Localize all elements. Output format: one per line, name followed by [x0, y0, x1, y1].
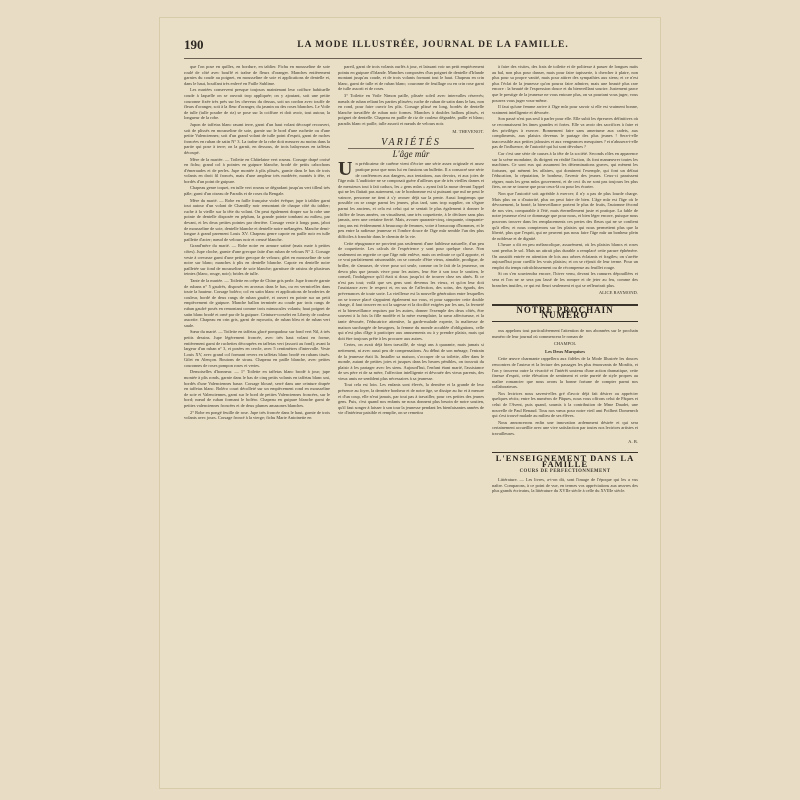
- paragraph: Car c'est une série de causes à la tête de la société. Seconds rôles en apparence sur la scène mondaine, ils dirigent en réalité l'action, ils font manœuvrer toutes les machines. Ce sont eux qui assument les déterminations graves, qui mènent les fortunes, qui mènent les affaires, qui dominent l'exemple, qui font un défaut l'éducation, la réputation, le bonheur, l'avenir des jeunes. Ceux-ci paraissent régner, mais les gens mûrs gouvernent, et de ceci ils ne sont pas toujours les plus fiers, on ne se tourne que pour ceux-là ou pour les écarter.: [492, 150, 638, 190]
- column-2: [338, 64, 484, 774]
- section-subheading: COURS DE PERFECTIONNEMENT: [519, 469, 611, 475]
- paragraph: Jupon de taffetas blanc rasant terre, garni d'un haut volant découpé recouvert, soit de plissés en mousseline de soie, garnie sur le bord d'une ruchette ou d'une petite Valenciennes; soit d'un grand volant de tulle point d'esprit, garni de ruches froncées en ruban de satin N° 3. La traîne de la robe doit mesurer au moins dans la partie qui pose à terre; on la garnit, en dessous, de trois balayeuses en taffetas découpé.: [184, 121, 330, 155]
- newspaper-page: [160, 18, 660, 788]
- paragraph: Littérature. — Les livres, a-t-on dit, sont l'image de l'époque qui les a vus naître. Comparons, à ce point de vue, en termes vos appréciations aux œuvres des plus grands écrivains, la littérature du XVIIe siècle à celle du XVIIIe siècle.: [492, 477, 638, 494]
- paragraph: Cette œuvre charmante rappellera aux fidèles de la Mode Illustrée les douces rencontres de l'auteur et la lecture des passages les plus émouvants de Monfits, et l'on y trouvera outre la vivacité et l'intérêt soutenu d'une action dramatique, cette finesse d'esprit, cette élévation de sentiment et cette pureté de style propres au maître romancier que nous avons la bonne fortune de compter parmi nos collaborateurs.: [492, 356, 638, 390]
- paragraph: Sœur du marié. — Toilette en taffetas glacé pompadour sur fond vert Nil, à très petits dessins. Jupe légèrement froncée, avec très haut volant en forme, entièrement garni de ruchettes découpées en taffetas vert (assorti au fond); avant la largeur d'un ruban n° 3, et posées en cercle, avec 5 centimètres d'intervalle. Veste Louis XV, avec grand col formant revers en taffetas blanc brodé en rubans tissés. Gilet en Alençon. Boutons de strass. Chapeau en paille blanche, avec petites couronnes de roses pompon roses et vertes.: [184, 329, 330, 368]
- paragraph: Mère de la mariée. — Toilette en Châtelaine vert roseau. Corsage drapé croisé en fichu; grand col à pointes en guipure blanche, brodé de petits cabochons d'émeraudes et de perles. Jupe montée à plis plissés, garnie dans le bas de trois volants en droit fil froncés, mais d'une ampleur très modérée, montés à tête, et bordés d'un point de guipure.: [184, 156, 330, 184]
- paragraph: Tante de la mariée. — Toilette en crêpe de Chine gris perle. Jupe froncée garnie de rubans n° 5 gaufrés, disposés en arceaux dans le bas, ou en vermicelles dans toute la hauteur. Corsage boléro; col en satin blanc et applications de broderies de couleur, bordé de deux rangs de ruban gaufré, et ouvert en pointe sur un petit empiècement de guipure. Manche ballon terminée au coude par trois rangs de ruban gaufré posés en remontant comme trois minuscules volants; haut poignet de satin blanc brodé et orné par de la guipure. Ceinture-corselet en Liberty de couleur assortie. Chapeau en crin gris, garni de myosotis, de ruban bleu et de ruban vert saule.: [184, 277, 330, 328]
- paragraph: Mère du marié. — Robe en faille française violet évêque; jupe à tablier garni tout autour d'un volant de Chantilly noir remontant de chaque côté du tablier; ruche à la vieille sur la tête du volant. On peut également draper sur la robe une pointe de dentelle disposée en péplum, la grande pointe tombant au milieu, par devant, et les deux petites pointes par derrière. Corsage veste à longs pans, jabot de mousseline de soie, dentelle blanche et dentelle noire mélangées. Manche demi-longue à grand parement Louis XV. Chapeau genre capote en paille noir en tulle paillette d'acier; nœud de velours noir et creusé blanche.: [184, 197, 330, 242]
- paragraph: ous appelons tout particulièrement l'attention de nos abonnées sur le prochain numéro de leur journal où commencera le roman de: [492, 327, 638, 339]
- section-heading: NOTRE PROCHAIN NUMÉRO: [492, 304, 638, 322]
- section-heading: L'ENSEIGNEMENT DANS LA FAMILLE: [492, 452, 638, 467]
- page-number: 190: [184, 37, 204, 52]
- paragraph: Son passé n'est pas seul à parler pour elle. Elle subit les épreuves définitives où se reconnaissent les âmes grandes et fortes. Elle va avoir des sacrifices à faire et des privilèges à exercer. Bonnement faire sans amertume aux cadets, aux compliments, aux plaisirs devenus le partage des plus jeunes ! Sera-t-elle inaccessible aux petites jalousies et aux vengeances mesquines ? et n'abusera-t-elle pas de l'influence, de l'autorité qui lui sont dévolues ?: [492, 116, 638, 150]
- column-1: [184, 64, 330, 774]
- paragraph: Un prédicateur de carême vient d'écrire une série assez originale et assez pratique pour que nous lui en fassions un bulletin. Il a consacré une série de conférences aux dangers, aux tentations, aux devoirs, et aux joies de l'âge mûr. L'auditoire ne se composait guère d'ailleurs que de très vieilles dames et de messieurs tout à fait caducs, les « gens mûrs » ayant fait la moue devant l'appel qui ne les flattait pas autrement, car le bonhomme est si puissant que nul ne peut le vaincre, personne ne tient à s'y avouer déjà sur la pente. Aussi longtemps que possible on se range parmi les jeunes, plus tard, sans trop supplier, on s'égare parmi les anciens, et cela est celui qui se sentait le plus également à donner le chiffre de leurs années, on visualisent, une très coquetterie, à le déclarer sans plus jamais, avec une certaine fierté. Mais, avouer quarante-cinq, cinquante, cinquante-cinq ans est évidemment à beaucoup de femmes, voire à beaucoup d'hommes, et le peu entre la radieuse jeunesse et l'ombre douce de l'âge mûr semble l'un des plus difficiles à franchir dans le chemin de la vie.: [338, 158, 484, 240]
- paragraph: 2° Robe en pongé feuille de rose. Jupe très froncée dans le haut, garnie de trois volants avec jours. Corsage froncé à la vierge; fichu Marie Antoinette en: [184, 409, 330, 421]
- signature: ALICE RAYMOND.: [598, 290, 638, 296]
- paragraph: Tout cela est loin. Les enfants sont élevés, la dernière et la grande de leur présence au foyer, la dernière bonheur et de notre âge, se dissipe au fur et à mesure et d'un coup, elle n'eut jamais, par tout pas à travailler, pour ces petites des jeunes gens. Puis, c'est quand nos enfants ne nous donnent plus besoin de notre soutien, qu'il faut songer à laisser à son tour la jeunesse pendant les bienfaisantes années de vie d'intérieur paisible et remplie, on se remettra: [338, 382, 484, 416]
- paragraph: L'heure a dit en peu mélancolique, assurément, où les plaisirs blancs et roses sont perdus le sol. Mais un attrait plus durable a remplacé cette parure éphémère. On aussitôt entrée en attention de lois aux arbres éclatants et fragiles; on s'arrête aujourd'hui pour cueillir les vrais plaisirs; et on se réjouit de leur terme. Pour un emploi du temps rafraîchissement ou de récompense au feuillet rouge.: [492, 242, 638, 270]
- paragraph: 3° Toilette en Voile Nimon paille, plissée soleil avec intervalles réservés; nœuds de ruban reliant les parties plissées; ruche de ruban de satin dans le bas, non en rond, pour faire ouvrir les plis. Corsage plissé en long, bordés de dentelle blanche travaillée de ruban noir formes. Manches à doubles ballons plissés, et poignet de dentelle. Chapeau en paille de riz de couleur dégradée, paille et blanc; paradis blanc et paille, tulle assorti et nœuds de velours noir.: [338, 92, 484, 126]
- paragraph: que l'on pose en quilles, en bordure, en tablier. Fichu en mousseline de soie roulé de côté avec bouffé et traîne de fleurs d'oranger. Manches entièrement garnies du coude au poignet, en mousseline de soie et applications de dentelle et, dans le haut, bouffant très enlevé en Faille Sublime.: [184, 64, 330, 86]
- article-title: L'âge mûr: [392, 148, 430, 159]
- paragraph: Demoiselles d'honneur. — 1° Toilette en taffetas blanc brodé à jour; jupe montée à plis ronds, garnie dans le bas de cinq petits volants en taffetas blanc uni, bordés d'une Valenciennes basse. Corsage blousé, serré dans une ceinture drapée en taffetas blanc. Boléro court décolleté sur un empiècement rond en mousseline de soie et Valenciennes, garni sur le bord de petites Valenciennes froncées, sur le bord; nœud de ruban formant le boléro. Chapeau en guipure blanche garni de petites valenciennes froncées et de deux plumes amazones blanches.: [184, 369, 330, 409]
- paragraph: pareil, garni de trois volants ourlés à jour, et laissant voir un petit empiècement pointu en guipure d'Irlande. Manches composées d'un poignet de dentelle d'Irlande montant jusqu'au coude, et de trois volants formant tout le haut. Chapeau en crin blanc, garni de tulle et de ruban blanc; couronne de feuillage ou en crin rose garni de tulle assorti et de roses.: [338, 64, 484, 92]
- page-header: [184, 32, 642, 58]
- novel-title: Les Deux Marquises: [545, 348, 585, 354]
- author-name: CHAMPOL: [553, 341, 577, 347]
- signature: M. THEVENOT.: [452, 128, 484, 134]
- signature: A. B.: [628, 438, 638, 444]
- paragraph: Nos lectrices nous savent-elles gré d'avoir déjà fait désirer ou apprécier quelques récits; entre les numéros de Pâques, nous vous offrons celui de Pâques et celui de l'Avent, puis quand, soumis à la contribution de Mme Daudet, une nouvelle de Paul Renaud. Tous nos vœux pour notre vieil ami Poilbert Domenech qui s'est trouvé malade au milieu de ses élèves.: [492, 390, 638, 419]
- paragraph: Non que l'autorité soit agréable à exercer; il n'y a pas de plus lourde charge. Mais plus on a d'autorité, plus on peut faire de bien. L'âge mûr est l'âge où le dévouement, la bonté, la bienveillance portent le plus de fruits, l'automne fécond de nos vies, comparable à l'été, mais éternellement juste et pratique. La fable de notre jeunesse n'est ce dommage que pour nous, et bien léger encore, puisque nous pouvons trouver dans les remplacements ces pertes des fleurs qui ne se confient qu'à elles; et nous compterons sur les plaisirs qui nous permettent plus que la liberté, plus que l'esprit, qui ne peuvent pas nous faire l'âge mûr un bonheur plein de noblesse et de dignité.: [492, 191, 638, 241]
- drop-cap: U: [338, 158, 353, 181]
- paragraph: Nous annoncerons enfin une innovation ardemment désirée et qui sera certainement accueillie avec une vive satisfaction par toutes nos lectrices artistes et travailleuses.: [492, 419, 638, 437]
- paragraph: Chapeau genre toquet, en tulle vert roseau se dégradant jusqu'au vert tilleul très pâle; garni d'un oiseau de Paradis et de roses du Bengale.: [184, 185, 330, 197]
- paragraph: à faire des visites, des frais de toilette et de politesse à passer de longues nuits au bal, non plus pour danser, mais pour faire tapisserie, à chercher à plaire, non plus pour sa propre vanité, mais pour attirer des sympathies aux siens; et ce n'est plus l'éclat de la jeunesse qu'on pourra faire admirer, mais une beauté plus rare encore : la beauté de l'expression douce et du bienveillant sourire. Justement parce que le prestige de la jeunesse ne vous entoure plus, on va pourtant vous juger, vous pourrez vous juger vous-même.: [492, 64, 638, 103]
- paragraph: Il faut qu'une femme arrive à l'âge mûr pour savoir si elle est vraiment bonne, vraiment intelligente et dévouée.: [492, 104, 638, 115]
- paragraph: Si on s'en souviendra encore, l'hiver venu, devant les ramures dépouillées et sera et l'on ne se sera pas lassé de les rompre et de jeter au feu, comme des branches inutiles, ce qui est fleuri seulement et qui se refleurirait plus.: [492, 271, 638, 288]
- paragraph: Cette répugnance ne provient pas seulement d'une faiblesse naturelle, d'un peu de coquetterie. Les calculs de l'expérience y sont pour quelque chose. Non seulement on regrette ce que l'âge mûr enlève, mais on redoute ce qu'il apporte, et ce vrai parfaitement raisonnable, on se console d'être vieux, aimable, prodigue, de briller, de s'amuser, de vivre pour soi seule, comme on le fait de la jeunesse, on devra plus que jamais vivre pour les autres, leur être à son tour le soutien, le conseil, l'indulgence qu'il était si doux jusqu'ici de trouver chez ses aînés. Et ce n'est pas tout; voilà que ses gens sont devenus les vieux, et qu'on leur doit l'assistance avec le respect et, en sus de l'affection, des soins, des égards, des prévenances de toute sorte. La vieillesse est la nouvelle génération entre lesquelles on se trouve placé s'appuient également sur vous, et pour supporter cette double charge, il faut trouver en soi la sagesse et la docilité exigées par les uns, la fermeté et la bienveillance requises par les autres, donner l'exemple des deux côtés, être souvent à la fois la fille modèle et la mère exemplaire, la sœur affectueuse, et la tante dévouée, l'éducatrice attentive, la garde-malade experte, la maîtresse de maison surchargée de besognes, la femme du monde accablée d'obligations, celle qui n'est plus d'âge à participer aux amusements ou à y prendre plaisir, mais qui doit être toujours prête à les procurer aux autres.: [338, 240, 484, 341]
- paragraph: Les mariées conservent presque toujours maintenant leur coiffure habituelle coude à laquelle on se ouvrait trop appliquée; on y ajoutant, soit une petite couronne fixée très près sur les cheveux du dessus, soit un cordon avec touffe de fleurs d'oranger, soit à la fleur d'oranger, du jasmin ou des roses blanches. Le Voile de tulle (tulle poudre de riz) se pose sur la coiffure et doit avoir, tout autour, la longueur de la robe.: [184, 87, 330, 121]
- journal-title: LA MODE ILLUSTRÉE, JOURNAL DE LA FAMILLE.: [297, 40, 569, 50]
- varietes-heading: VARIÉTÉS: [381, 137, 441, 149]
- paragraph: Grand'mère du marié. — Robe noire en armure satiné (mais mate à petites côtes). Jupe cloche, garnie d'une grecque faite d'un ruban de velours N° 2. Corsage veste à crevasse garni d'une petite grecque de velours; gilet en mousseline de soie noire sur blanc; manches à plis en dentelle blanche. Capote en dentelle noire pailletée sur fond de mousseline de soie blanche; garniture de raisins de plusieurs teintes (blanc, rouge, noir); brides de tulle.: [184, 243, 330, 277]
- paragraph: Certes, on avait déjà bien travaillé, de vingt ans à quarante, mais jamais si nettement, ni avec aussi peu de compensations. Au début de son ménage, l'entrain de la jeunesse était là. Installer sa maison, s'occuper de sa toilette, aller dans le monde, autant de petites joies et jusques dans les heures pénibles, on trouvait du plaisir à les partager avec les siens. Aujourd'hui, l'enfant étant marié, l'assistance de ses père et de sa mère, l'affection intelligente et dévouée des vieux parents, des vieux amis ne semblent plus nécessaires à sa jeunesse.: [338, 342, 484, 381]
- header-rule: [184, 58, 642, 59]
- column-3: [492, 64, 638, 774]
